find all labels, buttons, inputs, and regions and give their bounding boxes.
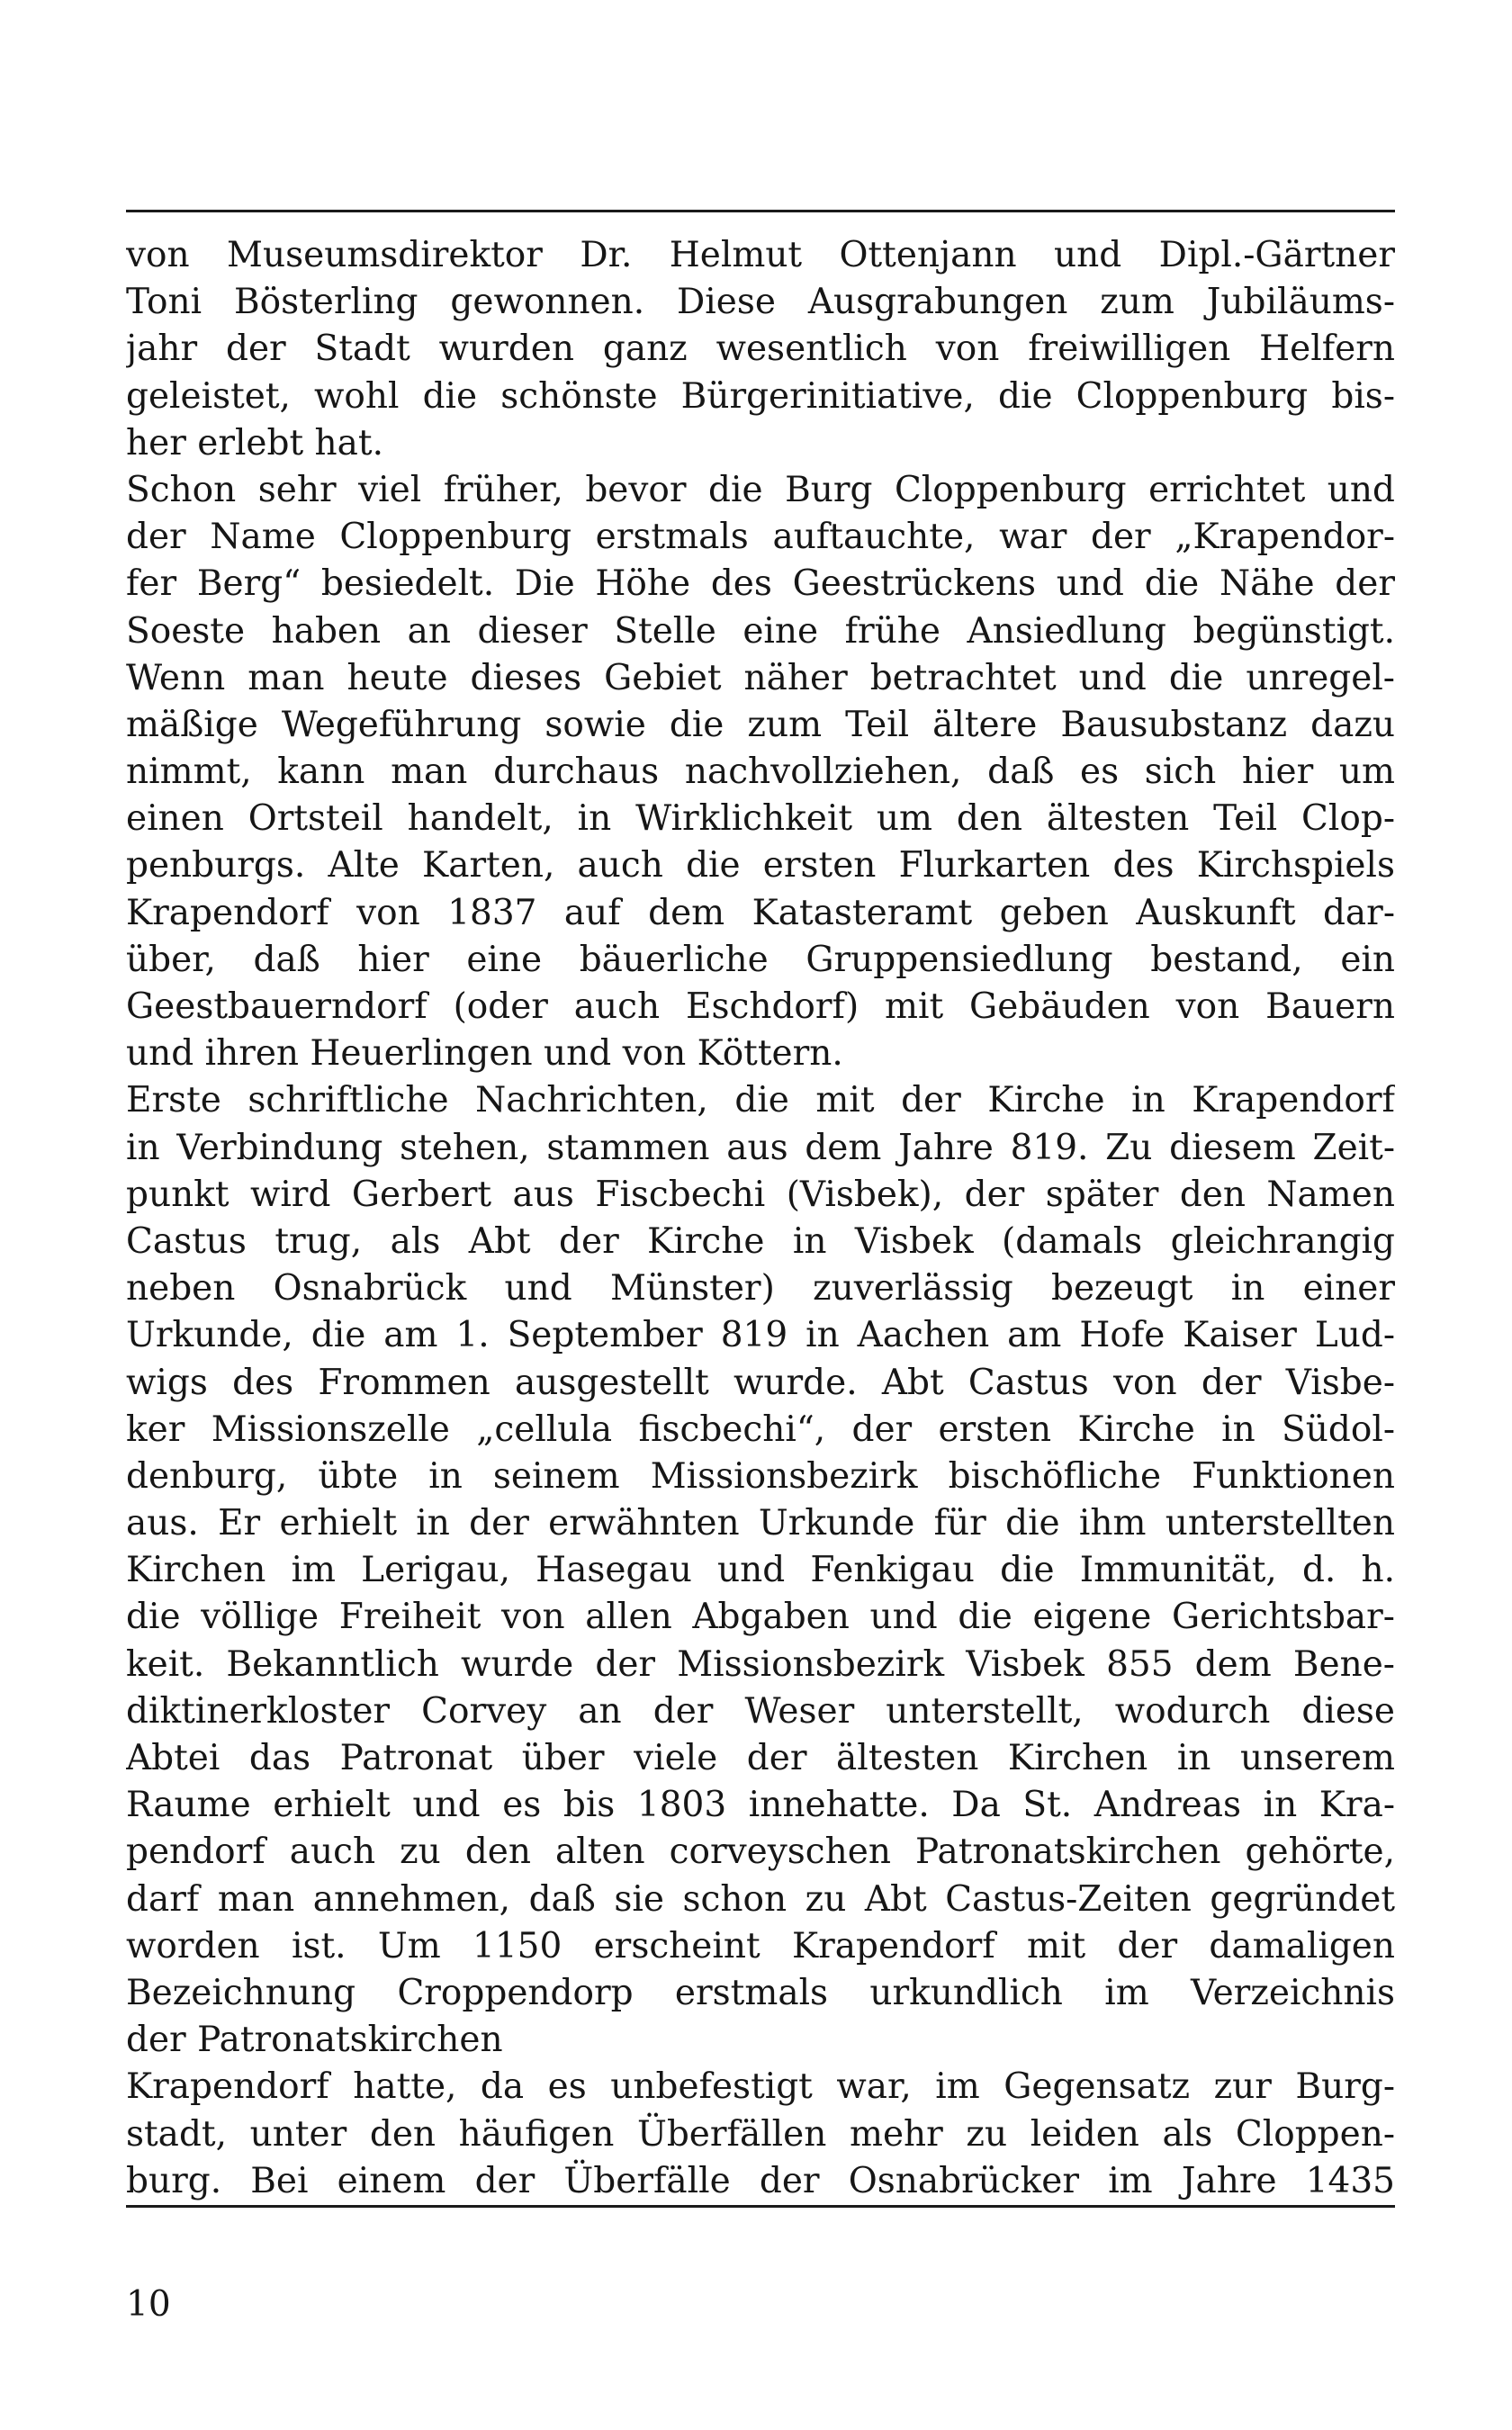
text-line: pendorf auch zu den alten corveyschen Patronatskirchen gehörte, xyxy=(126,1832,1395,1873)
top-rule xyxy=(126,210,1395,212)
text-line: jahr der Stadt wurden ganz wesentlich von freiwilligen Helfern xyxy=(126,328,1395,370)
body-text xyxy=(126,232,1395,2205)
text-line: Schon sehr viel früher, bevor die Burg Cloppenburg errichtet und xyxy=(126,469,1395,510)
text-line: Geestbauerndorf (oder auch Eschdorf) mit Gebäuden von Bauern xyxy=(126,986,1395,1027)
text-line: burg. Bei einem der Überfälle der Osnabrücker im Jahre 1435 xyxy=(126,2160,1395,2201)
text-line: der Patronatskirchen xyxy=(126,2020,503,2061)
text-line: worden ist. Um 1150 erscheint Krapendorf mit der damaligen xyxy=(126,1925,1395,1966)
text-line: Krapendorf hatte, da es unbefestigt war, im Gegensatz zur Burg- xyxy=(126,2066,1395,2108)
text-line: Erste schriftliche Nachrichten, die mit der Kirche in Krapendorf xyxy=(126,1080,1395,1121)
text-line: einen Ortsteil handelt, in Wirklichkeit um den ältesten Teil Clop- xyxy=(126,798,1395,840)
text-line: von Museumsdirektor Dr. Helmut Ottenjann und Dipl.-Gärtner xyxy=(126,235,1395,275)
text-line: und ihren Heuerlingen und von Köttern. xyxy=(126,1033,843,1075)
text-line: ker Missionszelle „cellula fiscbechi“, der ersten Kirche in Südol- xyxy=(126,1408,1395,1450)
text-line: Bezeichnung Croppendorp erstmals urkundlich im Verzeichnis xyxy=(126,1972,1395,2013)
text-line: mäßige Wegeführung sowie die zum Teil ältere Bausubstanz dazu xyxy=(126,704,1395,745)
text-line: darf man annehmen, daß sie schon zu Abt Castus-Zeiten gegründet xyxy=(126,1878,1395,1920)
text-line: Abtei das Patronat über viele der ältesten Kirchen in unserem xyxy=(126,1738,1395,1778)
text-line: Urkunde, die am 1. September 819 in Aachen am Hofe Kaiser Lud- xyxy=(126,1315,1395,1356)
text-line: fer Berg“ besiedelt. Die Höhe des Geestrückens und die Nähe der xyxy=(126,563,1395,605)
text-line: Raume erhielt und es bis 1803 innehatte. Da St. Andreas in Kra- xyxy=(126,1785,1395,1826)
text-line: über, daß hier eine bäuerliche Gruppensiedlung bestand, ein xyxy=(126,939,1395,980)
text-line: Soeste haben an dieser Stelle eine frühe Ansiedlung begünstigt. xyxy=(126,610,1395,652)
text-line: in Verbindung stehen, stammen aus dem Jahre 819. Zu diesem Zeit- xyxy=(126,1127,1395,1168)
text-line: die völlige Freiheit von allen Abgaben und die eigene Gerichtsbar- xyxy=(126,1597,1395,1638)
text-line: diktinerkloster Corvey an der Weser unterstellt, wodurch diese xyxy=(126,1690,1395,1732)
text-line: nimmt, kann man durchaus nachvollziehen, daß es sich hier um xyxy=(126,752,1395,793)
text-line: Kirchen im Lerigau, Hasegau und Fenkigau die Immunität, d. h. xyxy=(126,1550,1395,1591)
text-line: Toni Bösterling gewonnen. Diese Ausgrabungen zum Jubiläums- xyxy=(126,282,1395,323)
text-line: keit. Bekanntlich wurde der Missionsbezirk Visbek 855 dem Bene- xyxy=(126,1643,1395,1685)
bottom-rule xyxy=(126,2205,1395,2208)
text-line: der Name Cloppenburg erstmals auftauchte, war der „Krapendor- xyxy=(126,517,1395,558)
text-line: neben Osnabrück und Münster) zuverlässig bezeugt in einer xyxy=(126,1268,1395,1310)
text-line: stadt, unter den häufigen Überfällen mehr zu leiden als Cloppen- xyxy=(126,2113,1395,2155)
text-line: aus. Er erhielt in der erwähnten Urkunde für die ihm unterstellten xyxy=(126,1503,1395,1544)
text-line: denburg, übte in seinem Missionsbezirk bischöfliche Funktionen xyxy=(126,1455,1395,1497)
text-line: geleistet, wohl die schönste Bürgerinitiative, die Cloppenburg bis- xyxy=(126,375,1395,417)
page-number: 10 xyxy=(126,2284,171,2325)
text-line: Castus trug, als Abt der Kirche in Visbek (damals gleichrangig xyxy=(126,1220,1395,1262)
text-line: Wenn man heute dieses Gebiet näher betrachtet und die unregel- xyxy=(126,657,1395,698)
text-line: wigs des Frommen ausgestellt wurde. Abt Castus von der Visbe- xyxy=(126,1362,1395,1403)
text-line: penburgs. Alte Karten, auch die ersten Flurkarten des Kirchspiels xyxy=(126,845,1395,886)
text-line: Krapendorf von 1837 auf dem Katasteramt geben Auskunft dar- xyxy=(126,892,1395,933)
text-line: her erlebt hat. xyxy=(126,422,383,464)
text-line: punkt wird Gerbert aus Fiscbechi (Visbek), der später den Namen xyxy=(126,1174,1395,1215)
